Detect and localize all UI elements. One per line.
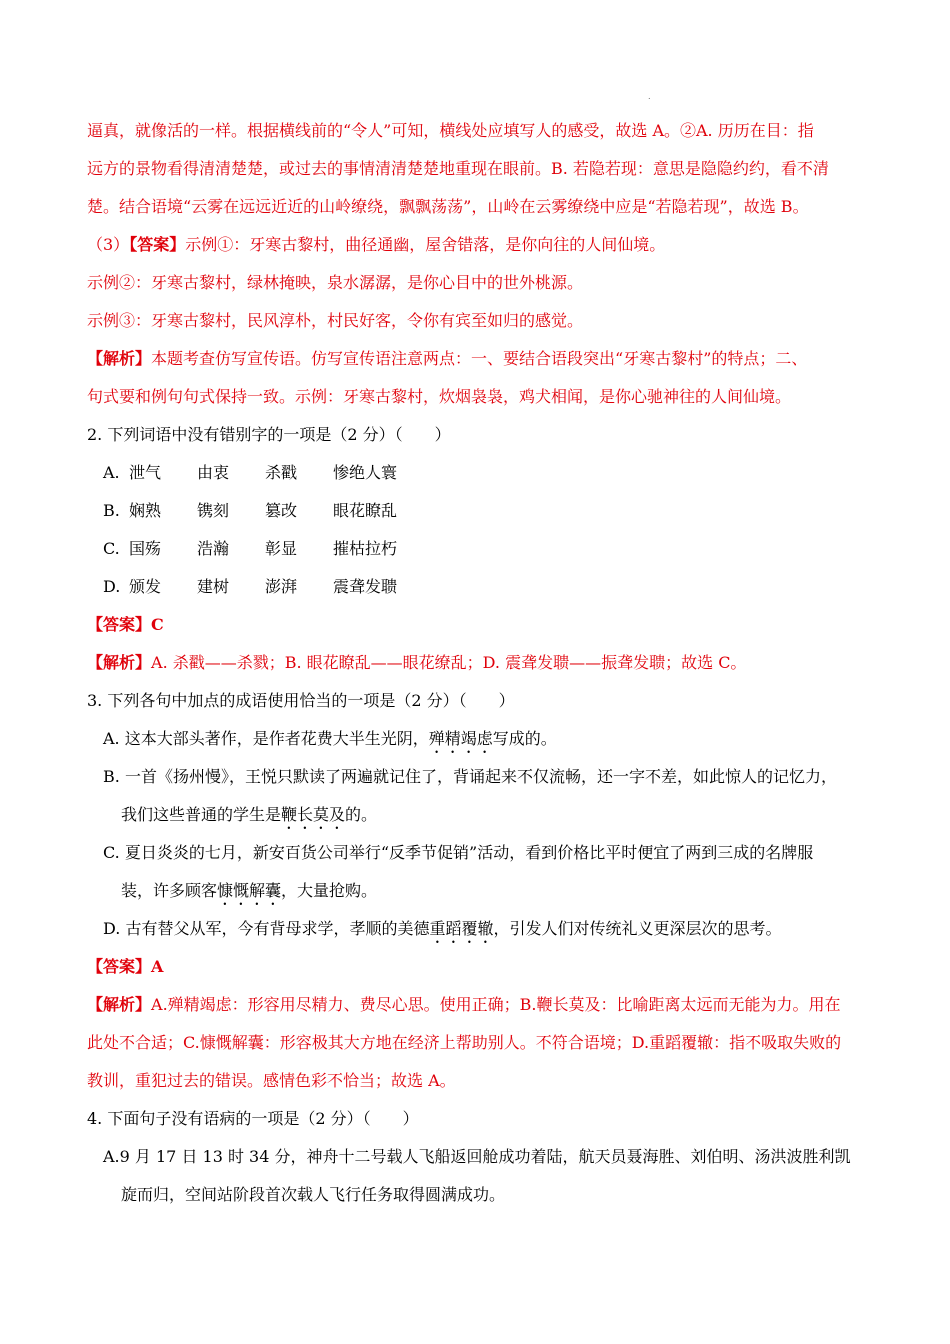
q1-analysis-text-1: 本题考查仿写宣传语。仿写宣传语注意两点：一、要结合语段突出“牙寒古黎村”的特点；二、 bbox=[151, 349, 808, 368]
analysis-tag: 【解析】 bbox=[87, 349, 152, 368]
option-text: 装，许多顾客 bbox=[121, 881, 218, 900]
option-word: 镌刻 bbox=[197, 501, 230, 520]
option-text: ，大量抢购。 bbox=[281, 881, 378, 900]
option-letter: A. bbox=[103, 463, 120, 482]
q4-option-a-line-1 bbox=[87, 1138, 863, 1176]
option-word: 震聋发聩 bbox=[333, 577, 398, 596]
option-word: 杀戳 bbox=[265, 463, 298, 482]
option-text: 的。 bbox=[345, 805, 378, 824]
q1-part3-prefix: （3） bbox=[87, 235, 130, 254]
option-word: 摧枯拉朽 bbox=[333, 539, 398, 558]
option-word: 澎湃 bbox=[265, 577, 298, 596]
analysis-tag: 【解析】 bbox=[87, 995, 152, 1014]
analysis-text: A.殚精竭虑：形容用尽精力、费尽心思。使用正确；B.鞭长莫及：比喻距离太远而无能为力。用在 bbox=[151, 995, 841, 1014]
dotted-idiom: 鞭长莫及 bbox=[281, 805, 346, 824]
document-page bbox=[87, 112, 863, 1214]
q2-option-b bbox=[87, 492, 863, 530]
option-word: 彰显 bbox=[265, 539, 298, 558]
dotted-idiom: 慷慨解囊 bbox=[217, 881, 282, 900]
option-word: 眼花瞭乱 bbox=[333, 501, 398, 520]
answer-value: C bbox=[151, 615, 164, 634]
option-word: 惨绝人寰 bbox=[333, 463, 398, 482]
q1-part3-analysis bbox=[87, 340, 863, 378]
q3-analysis-line-1 bbox=[87, 986, 863, 1024]
q3-analysis-line-3: 教训，重犯过去的错误。感情色彩不恰当；故选 A。 bbox=[87, 1071, 456, 1090]
option-text: 我们这些普通的学生是 bbox=[121, 805, 282, 824]
answer-tag: 【答案】 bbox=[87, 615, 152, 634]
option-word: 颁发 bbox=[129, 577, 162, 596]
option-word: 由衷 bbox=[197, 463, 230, 482]
q2-option-d bbox=[87, 568, 863, 606]
option-text: 一首《扬州慢》，王悦只默读了两遍就记住了，背诵起来不仅流畅，还一字不差，如此惊人的记忆力， bbox=[124, 767, 837, 786]
dotted-idiom: 重蹈覆辙 bbox=[429, 919, 494, 938]
q2-stem: 2. 下列词语中没有错别字的一项是（2 分）（ ） bbox=[87, 425, 451, 444]
question-3 bbox=[87, 682, 863, 1100]
q1-analysis-continued bbox=[87, 112, 863, 416]
q3-stem: 3. 下列各句中加点的成语使用恰当的一项是（2 分）（ ） bbox=[87, 691, 515, 710]
q2-analysis bbox=[87, 644, 863, 682]
option-text: 写成的。 bbox=[492, 729, 557, 748]
option-word: 泄气 bbox=[129, 463, 162, 482]
q2-option-a bbox=[87, 454, 863, 492]
q3-option-c-line-2 bbox=[87, 872, 863, 910]
q2-answer bbox=[87, 606, 863, 644]
q3-option-b-line-1 bbox=[87, 758, 863, 796]
dotted-idiom: 殚精竭虑 bbox=[428, 729, 493, 748]
q3-answer bbox=[87, 948, 863, 986]
q4-stem: 4. 下面句子没有语病的一项是（2 分）（ ） bbox=[87, 1109, 419, 1128]
q1-part3-answer bbox=[87, 226, 863, 264]
option-letter: D. bbox=[103, 919, 121, 938]
option-word: 建树 bbox=[197, 577, 230, 596]
q1-analysis-line-1: 逼真，就像活的一样。根据横线前的“令人”可知，横线处应填写人的感受，故选 A。②A. 历历在目：指 bbox=[87, 121, 814, 140]
question-2 bbox=[87, 416, 863, 682]
option-word: 浩瀚 bbox=[197, 539, 230, 558]
option-word: 篡改 bbox=[265, 501, 298, 520]
q3-option-c-line-1 bbox=[87, 834, 863, 872]
option-text: ，引发人们对传统礼义更深层次的思考。 bbox=[493, 919, 782, 938]
q1-example-1: 示例①：牙寒古黎村，曲径通幽，屋舍错落，是你向往的人间仙境。 bbox=[185, 235, 666, 254]
option-text: 旋而归，空间站阶段首次载人飞行任务取得圆满成功。 bbox=[121, 1185, 506, 1204]
q1-analysis-line-2: 远方的景物看得清清楚楚，或过去的事情清清楚楚地重现在眼前。B. 若隐若现：意思是隐隐约约，看不清 bbox=[87, 159, 829, 178]
q3-analysis-line-2: 此处不合适；C.慷慨解囊：形容极其大方地在经济上帮助别人。不符合语境；D.重蹈覆辙：指不吸取失败的 bbox=[87, 1033, 842, 1052]
q2-option-c bbox=[87, 530, 863, 568]
analysis-tag: 【解析】 bbox=[87, 653, 152, 672]
option-text: 9 月 17 日 13 时 34 分，神舟十二号载人飞船返回舱成功着陆，航天员聂海胜、刘伯明、汤洪波胜利凯 bbox=[119, 1147, 851, 1166]
option-text: 夏日炎炎的七月，新安百货公司举行“反季节促销”活动，看到价格比平时便宜了两到三成的名牌服 bbox=[124, 843, 814, 862]
option-letter: C. bbox=[103, 539, 120, 558]
option-text: 这本大部头著作，是作者花费大半生光阴， bbox=[124, 729, 429, 748]
q1-example-2: 示例②：牙寒古黎村，绿林掩映，泉水潺潺，是你心目中的世外桃源。 bbox=[87, 273, 584, 292]
answer-tag: 【答案】 bbox=[87, 957, 152, 976]
option-letter: B. bbox=[103, 501, 120, 520]
option-text: 古有替父从军，今有背母求学，孝顺的美德 bbox=[125, 919, 430, 938]
option-word: 国殇 bbox=[129, 539, 162, 558]
q4-option-a-line-2 bbox=[87, 1176, 863, 1214]
option-letter: A. bbox=[103, 729, 120, 748]
q1-example-3: 示例③：牙寒古黎村，民风淳朴，村民好客，令你有宾至如归的感觉。 bbox=[87, 311, 584, 330]
answer-value: A bbox=[151, 957, 164, 976]
q3-option-a bbox=[87, 720, 863, 758]
option-letter: A. bbox=[103, 1147, 120, 1166]
q1-analysis-text-2: 句式要和例句句式保持一致。示例：牙寒古黎村，炊烟袅袅，鸡犬相闻，是你心驰神往的人间仙境。 bbox=[87, 387, 792, 406]
question-4 bbox=[87, 1100, 863, 1214]
analysis-text: A. 杀戳——杀戮；B. 眼花瞭乱——眼花缭乱；D. 震聋发聩——振聋发聩；故选 C。 bbox=[151, 653, 747, 672]
q3-option-b-line-2 bbox=[87, 796, 863, 834]
option-letter: D. bbox=[103, 577, 121, 596]
option-letter: C. bbox=[103, 843, 120, 862]
answer-tag: 【答案】 bbox=[129, 235, 186, 254]
page-dot: . bbox=[648, 92, 651, 101]
option-letter: B. bbox=[103, 767, 120, 786]
q3-option-d bbox=[87, 910, 863, 948]
q1-analysis-line-3: 楚。结合语境“云雾在远远近近的山岭缭绕，飘飘荡荡”，山岭在云雾缭绕中应是“若隐若现”，故选 B。 bbox=[87, 197, 809, 216]
option-word: 娴熟 bbox=[129, 501, 162, 520]
